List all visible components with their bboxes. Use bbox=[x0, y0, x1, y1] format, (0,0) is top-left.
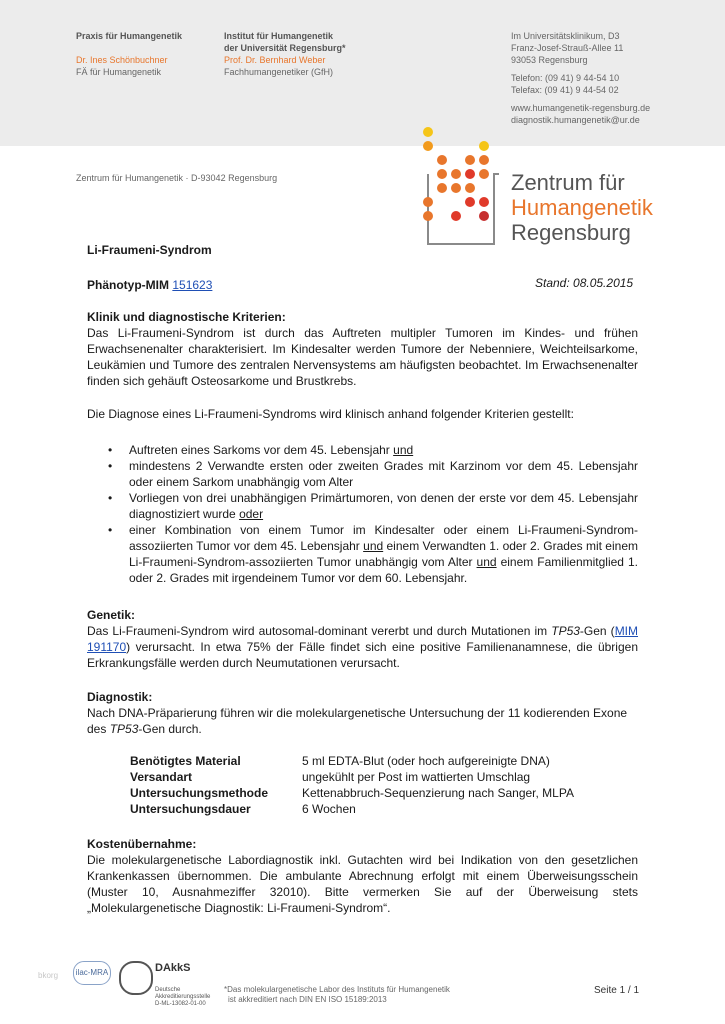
phone: Telefon: (09 41) 9 44-54 10 bbox=[511, 73, 620, 83]
phenotype-mim-link[interactable]: 151623 bbox=[172, 278, 213, 292]
dakks-subtext: Deutsche Akkreditierungsstelle D-ML-13082-01-00 bbox=[155, 987, 211, 1007]
criteria-list bbox=[108, 442, 638, 586]
logo-line-1: Zentrum für bbox=[511, 170, 625, 195]
table-row: Untersuchungsdauer 6 Wochen bbox=[130, 802, 356, 816]
material-table bbox=[130, 753, 574, 817]
kosten-paragraph: Die molekulargenetische Labordiagnostik inkl. Gutachten wird bei Indikation von den gesetzlichen Krankenkassen übernommen. Die ambulante Abrechnung erfolgt mit einem Überweisungsschein (Muster 10, Ausnahmeziffer 32010). Bitte vermerken Sie auf der Überweisung stets „Molekulargenetische Diagnostik: Li-Fraumeni-Syndrom“. bbox=[87, 853, 638, 915]
section-kosten bbox=[87, 836, 638, 916]
logo-line-3: Regensburg bbox=[511, 220, 631, 245]
criteria-item-2: • mindestens 2 Verwandte ersten oder zweiten Grades mit Karzinom vor dem 45. Lebensjahr oder einem Sarkom unabhängig vom Alter bbox=[108, 458, 638, 490]
section-klinik bbox=[87, 309, 638, 389]
institute-name-2: der Universität Regensburg* bbox=[224, 43, 346, 53]
phenotype-label: Phänotyp-MIM bbox=[87, 278, 169, 292]
accreditation-note: *Das molekulargenetische Labor des Instituts für Humangenetik ist akkreditiert nach DIN EN ISO 15189:2013 bbox=[224, 985, 450, 1004]
diagnostik-paragraph: Nach DNA-Präparierung führen wir die molekulargenetische Untersuchung der 11 kodierenden Exone des TP53-Gen durch. bbox=[87, 706, 628, 736]
klinik-heading: Klinik und diagnostische Kriterien: bbox=[87, 310, 286, 324]
dakks-seal-icon bbox=[119, 961, 153, 995]
institute-role: Fachhumangenetiker (GfH) bbox=[224, 67, 334, 77]
practice-role: FÄ für Humangenetik bbox=[76, 67, 162, 77]
header-institute bbox=[224, 30, 346, 78]
address-line-1: Im Universitätsklinikum, D3 bbox=[511, 31, 620, 41]
table-row: Untersuchungsmethode Kettenabbruch-Sequenzierung nach Sanger, MLPA bbox=[130, 786, 574, 800]
page-number: Seite 1 / 1 bbox=[594, 985, 640, 996]
logo-dots-icon bbox=[421, 124, 501, 254]
criteria-item-3: • Vorliegen von drei unabhängigen Primärtumoren, von denen der erste vor dem 45. Lebensjahr diagnostiziert wurde oder bbox=[108, 490, 638, 522]
practice-name: Praxis für Humangenetik bbox=[76, 31, 183, 41]
genetik-heading: Genetik: bbox=[87, 608, 136, 622]
logo-wordmark bbox=[511, 170, 653, 245]
criteria-item-1: • Auftreten eines Sarkoms vor dem 45. Lebensjahr und bbox=[108, 442, 638, 458]
address-line-2: Franz-Josef-Strauß-Allee 11 bbox=[511, 43, 624, 53]
criteria-item-4: • einer Kombination von einem Tumor im Kindesalter oder einem Li-Fraumeni-Syndrom-assoziierten Tumor vor dem 45. Lebensjahr und einem Verwandten 1. oder 2. Grades mit einem Li-Fraumeni-Syndrom-assoziierten Tumor unabhängig vom Alter und einem Familienmitglied 1. oder 2. Grades mit irgendeinem Tumor vor dem 60. Lebensjahr. bbox=[108, 522, 638, 586]
diagnosis-intro: Die Diagnose eines Li-Fraumeni-Syndroms wird klinisch anhand folgender Kriterien gestellt: bbox=[87, 407, 574, 421]
status-date: Stand: 08.05.2015 bbox=[535, 276, 634, 290]
practice-person: Dr. Ines Schönbuchner bbox=[76, 55, 168, 65]
ilac-badge: ilac-MRA bbox=[73, 961, 111, 985]
sender-line: Zentrum für Humangenetik · D-93042 Regensburg bbox=[76, 173, 278, 183]
gene-mim-link[interactable]: MIM 191170 bbox=[87, 624, 639, 654]
address-line-3: 93053 Regensburg bbox=[511, 55, 588, 65]
table-row: Benötigtes Material 5 ml EDTA-Blut (oder hoch aufgereinigte DNA) bbox=[130, 754, 550, 768]
table-row: Versandart ungekühlt per Post im wattierten Umschlag bbox=[130, 770, 531, 784]
dakks-label: DAkkS bbox=[155, 962, 191, 974]
fax: Telefax: (09 41) 9 44-54 02 bbox=[511, 85, 619, 95]
diagnostik-heading: Diagnostik: bbox=[87, 690, 153, 704]
genetik-paragraph: Das Li-Fraumeni-Syndrom wird autosomal-dominant vererbt und durch Mutationen im TP53-Gen (MIM 191170) verursacht. In etwa 75% der Fälle findet sich eine positive Familienanamnese, die übrigen Erkrankungsfälle werden durch Neumutationen verursacht. bbox=[87, 624, 639, 670]
klinik-paragraph: Das Li-Fraumeni-Syndrom ist durch das Auftreten multipler Tumoren im Kindes- und frühen Erwachsenenalter charakterisiert. Im Kindesalter werden Tumore der Nebenniere, Weichteilsarkome, Leukämien und Tumore des zentralen Nervensystems am häufigsten beobachtet. Im Erwachsenenalter finden sich gehäuft Osteosarkome und Brustkrebs. bbox=[87, 326, 638, 388]
email-link[interactable]: diagnostik.humangenetik@ur.de bbox=[511, 115, 640, 125]
institute-person: Prof. Dr. Bernhard Weber bbox=[224, 55, 326, 65]
logo-line-2: Humangenetik bbox=[511, 195, 653, 220]
website-link[interactable]: www.humangenetik-regensburg.de bbox=[511, 103, 651, 113]
header-practice bbox=[76, 30, 182, 78]
kosten-heading: Kostenübernahme: bbox=[87, 837, 197, 851]
header-contact bbox=[511, 30, 650, 126]
document-title: Li-Fraumeni-Syndrom bbox=[87, 243, 212, 257]
faint-mark: bkorg bbox=[38, 971, 59, 980]
section-genetik bbox=[87, 607, 638, 671]
institute-name-1: Institut für Humangenetik bbox=[224, 31, 334, 41]
section-diagnostik bbox=[87, 689, 638, 737]
